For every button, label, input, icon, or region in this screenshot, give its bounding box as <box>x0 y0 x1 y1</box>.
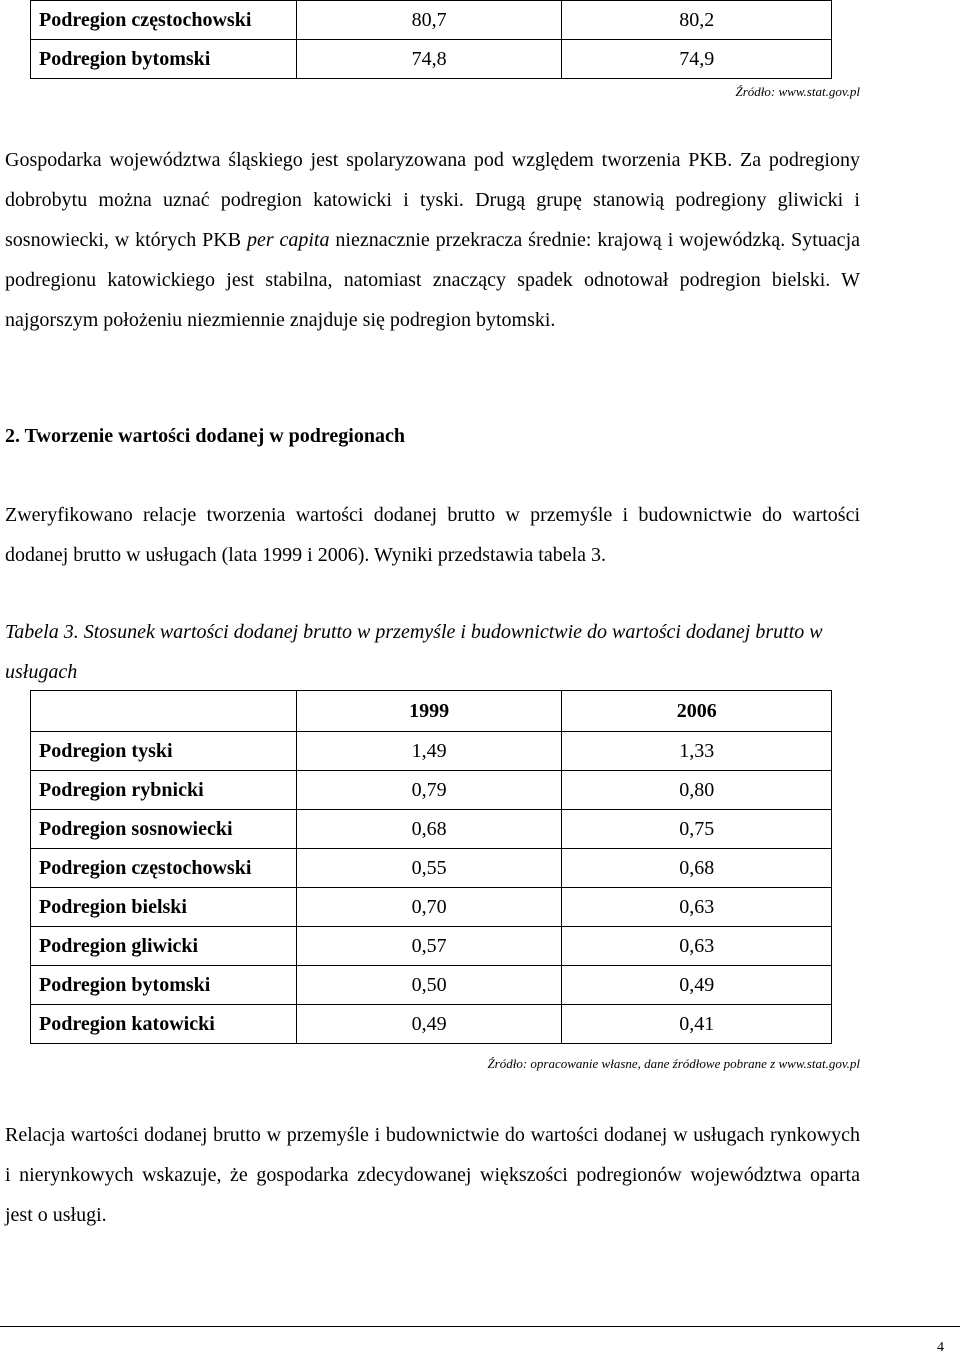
row-name: Podregion częstochowski <box>31 849 297 888</box>
paragraph-2: Zweryfikowano relacje tworzenia wartości dodanej brutto w przemyśle i budownictwie do wartości dodanej brutto w usługach (lata 1999 i 2006). Wyniki przedstawia tabela 3. <box>5 504 860 566</box>
footer-divider <box>0 1326 960 1327</box>
table-row <box>31 40 832 79</box>
paragraph-1-part-2: nieznacznie przekracza średnie: krajową i wojewódzką. Sytuacja podregionu katowickiego jest stabilna, natomiast znaczący spadek odnotował podregion bielski. W najgorszym położeniu niezmiennie znajduje się podregion bytomski. <box>5 229 860 331</box>
row-name: Podregion tyski <box>31 732 297 771</box>
row-value-1999: 0,55 <box>296 849 562 888</box>
table-top <box>30 0 832 79</box>
row-value-2006: 0,75 <box>562 810 832 849</box>
row-value-1999: 1,49 <box>296 732 562 771</box>
table-row <box>31 849 832 888</box>
row-value-1999: 0,79 <box>296 771 562 810</box>
row-name: Podregion katowicki <box>31 1005 297 1044</box>
row-value-1999: 0,49 <box>296 1005 562 1044</box>
row-value-1999: 0,68 <box>296 810 562 849</box>
paragraph-1 <box>5 140 860 340</box>
header-empty <box>31 691 297 732</box>
section-heading: 2. Tworzenie wartości dodanej w podregionach <box>5 425 405 447</box>
row-name: Podregion rybnicki <box>31 771 297 810</box>
table-3-caption-label: Tabela 3. <box>5 621 79 643</box>
row-value-1: 74,8 <box>296 40 562 79</box>
row-value-2006: 0,68 <box>562 849 832 888</box>
header-1999: 1999 <box>296 691 562 732</box>
paragraph-1-italic: per capita <box>246 229 330 251</box>
row-value-1999: 0,50 <box>296 966 562 1005</box>
table-header-row <box>31 691 832 732</box>
table-3-caption-text: Stosunek wartości dodanej brutto w przemyśle i budownictwie do wartości dodanej brutto w usługach <box>5 621 823 683</box>
table-row <box>31 771 832 810</box>
header-2006: 2006 <box>562 691 832 732</box>
row-value-2006: 0,63 <box>562 888 832 927</box>
table-row <box>31 966 832 1005</box>
row-value-2006: 0,63 <box>562 927 832 966</box>
table-top-source: Źródło: www.stat.gov.pl <box>735 84 860 99</box>
table-row <box>31 927 832 966</box>
page-number: 4 <box>937 1340 944 1355</box>
table-row <box>31 1 832 40</box>
row-name: Podregion bytomski <box>31 966 297 1005</box>
row-value-2006: 0,49 <box>562 966 832 1005</box>
row-value-2006: 0,41 <box>562 1005 832 1044</box>
row-value-1: 80,7 <box>296 1 562 40</box>
table-3 <box>30 690 832 1044</box>
row-value-1999: 0,70 <box>296 888 562 927</box>
row-name: Podregion gliwicki <box>31 927 297 966</box>
row-name: Podregion częstochowski <box>31 1 297 40</box>
row-value-2: 74,9 <box>562 40 832 79</box>
row-value-1999: 0,57 <box>296 927 562 966</box>
row-name: Podregion bytomski <box>31 40 297 79</box>
table-row <box>31 810 832 849</box>
table-row <box>31 888 832 927</box>
table-row <box>31 1005 832 1044</box>
paragraph-1-part-1: Gospodarka województwa śląskiego jest spolaryzowana pod względem tworzenia PKB. Za podregiony dobrobytu można uznać podregion katowicki i tyski. Drugą grupę stanowią podregiony gliwicki i sosnowiecki, w których PKB <box>5 149 860 251</box>
table-3-source: Źródło: opracowanie własne, dane źródłowe pobrane z www.stat.gov.pl <box>487 1056 860 1071</box>
row-value-2006: 0,80 <box>562 771 832 810</box>
row-value-2006: 1,33 <box>562 732 832 771</box>
table-3-caption <box>5 612 860 692</box>
table-row <box>31 732 832 771</box>
row-name: Podregion sosnowiecki <box>31 810 297 849</box>
row-value-2: 80,2 <box>562 1 832 40</box>
row-name: Podregion bielski <box>31 888 297 927</box>
paragraph-3: Relacja wartości dodanej brutto w przemyśle i budownictwie do wartości dodanej w usługach rynkowych i nierynkowych wskazuje, że gospodarka zdecydowanej większości podregionów województwa oparta jest o usługi. <box>5 1124 860 1226</box>
